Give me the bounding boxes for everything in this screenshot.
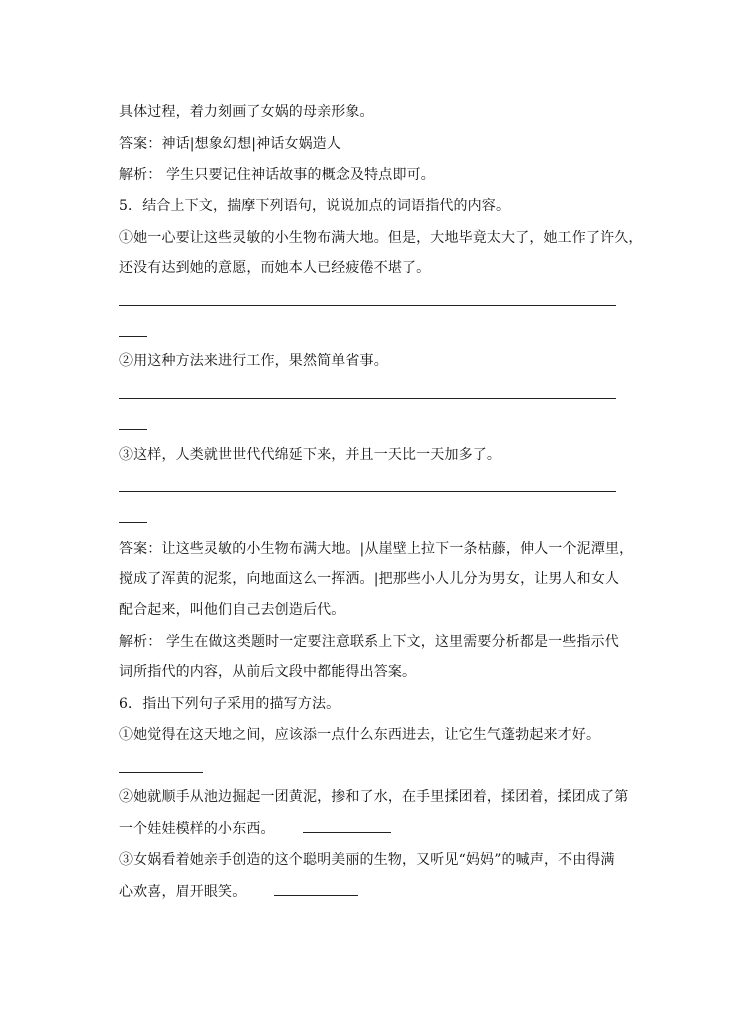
answer-line: 答案：神话|想象幻想|神话女娲造人 (119, 136, 341, 152)
answer-blank-tail (119, 336, 147, 337)
text-line: 具体过程，着力刻画了女娲的母亲形象。 (119, 104, 374, 120)
answer-blank-line[interactable] (119, 491, 616, 492)
question-5-item-1-cont: 还没有达到她的意愿，而她本人已经疲倦不堪了。 (119, 260, 431, 276)
analysis-line: 解析： 学生只要记住神话故事的概念及特点即可。 (119, 167, 435, 183)
answer-line-cont: 配合起来，叫他们自己去创造后代。 (119, 602, 346, 618)
answer-line: 答案：让这些灵敏的小生物布满大地。|从崖壁上拉下一条枯藤，伸人一个泥潭里， (119, 541, 634, 557)
question-5-item-1: ①她一心要让这些灵敏的小生物布满大地。但是，大地毕竟太大了，她工作了许久， (119, 230, 643, 246)
answer-blank-tail (119, 522, 147, 523)
question-5-item-2: ②用这种方法来进行工作，果然简单省事。 (119, 353, 388, 369)
answer-line-cont: 搅成了浑黄的泥浆，向地面这么一挥洒。|把那些小人儿分为男女，让男人和女人 (119, 571, 620, 587)
question-6-item-3: ③女娲看着她亲手创造的这个聪明美丽的生物，又听见“妈妈”的喊声，不由得满 (119, 852, 615, 868)
analysis-line-cont: 词所指代的内容，从前后文段中都能得出答案。 (119, 664, 417, 680)
answer-blank-line[interactable] (119, 398, 616, 399)
question-6-title: 6．指出下列句子采用的描写方法。 (119, 696, 341, 712)
question-6-item-2: ②她就顺手从池边掘起一团黄泥，掺和了水，在手里揉团着，揉团着，揉团成了第 (119, 789, 629, 805)
question-6-item-2-tail: 一个娃娃模样的小东西。 (119, 821, 275, 837)
question-6-item-3-cont (119, 881, 624, 902)
answer-blank-tail (119, 429, 147, 430)
question-6-item-1: ①她觉得在这天地之间，应该添一点什么东西进去，让它生气蓬勃起来才好。 (119, 727, 601, 743)
answer-blank-line[interactable] (274, 881, 358, 896)
question-5-item-3: ③这样，人类就世世代代绵延下来，并且一天比一天加多了。 (119, 447, 502, 463)
answer-blank-line[interactable] (119, 305, 616, 306)
answer-blank-line[interactable] (303, 818, 391, 833)
analysis-line: 解析： 学生在做这类题时一定要注意联系上下文，这里需要分析都是一些指示代 (119, 634, 619, 650)
question-5-title: 5．结合上下文，揣摩下列语句，说说加点的词语指代的内容。 (119, 198, 511, 214)
question-6-item-3-tail: 心欢喜，眉开眼笑。 (119, 884, 247, 900)
answer-blank-line[interactable] (119, 772, 203, 773)
question-6-item-2-cont (119, 818, 624, 839)
